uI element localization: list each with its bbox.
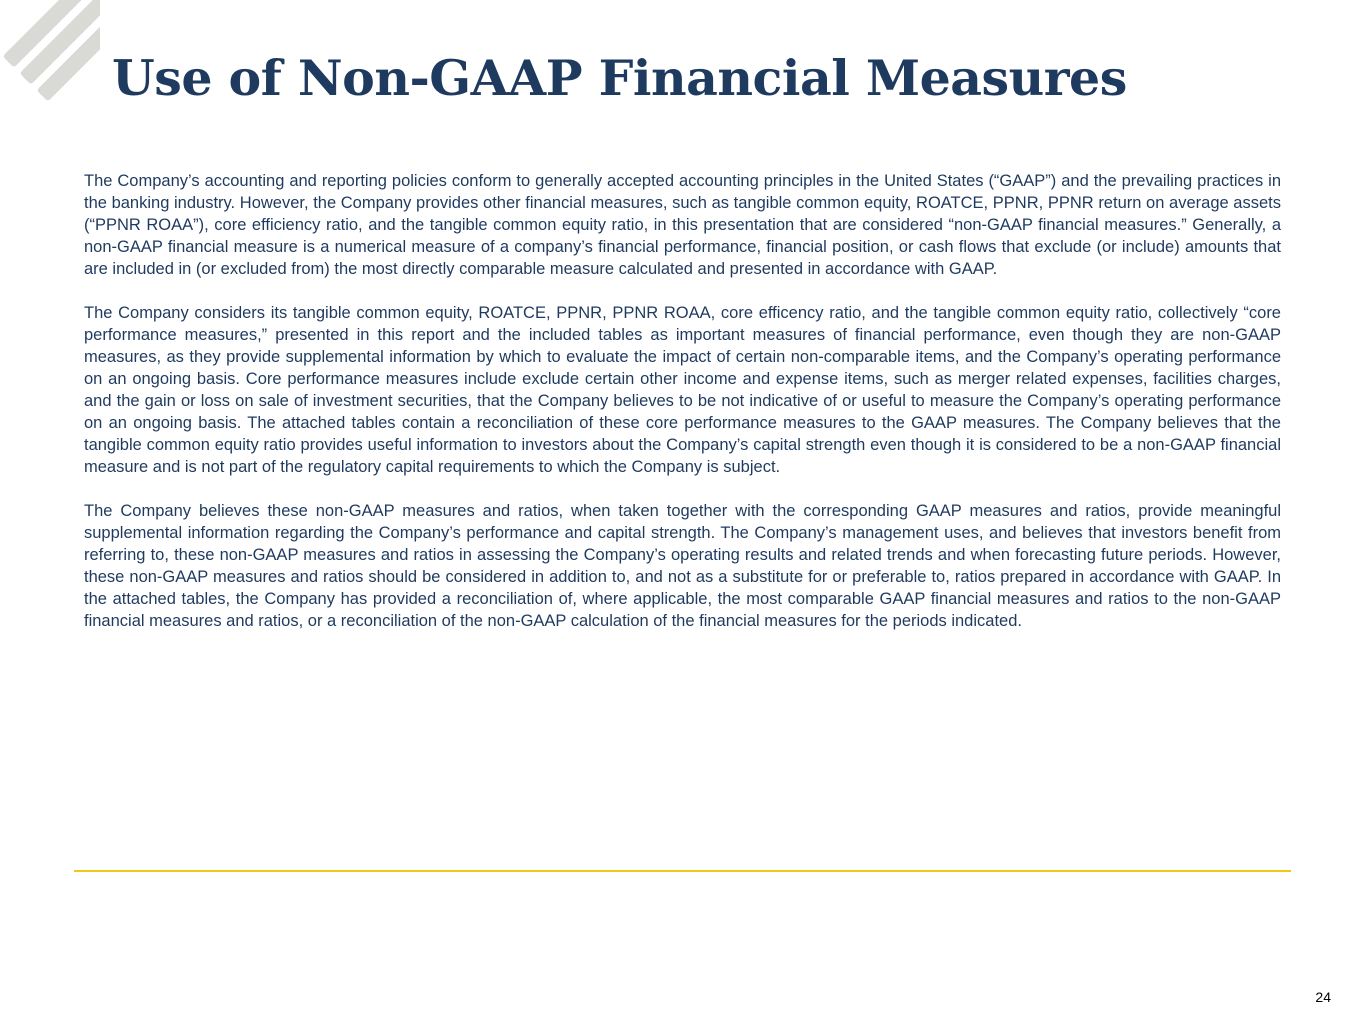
page-number: 24 <box>1315 989 1331 1005</box>
page-title: Use of Non-GAAP Financial Measures <box>112 49 1127 107</box>
paragraph-3: The Company believes these non-GAAP measures and ratios, when taken together with the corresponding GAAP measures and ratios, provide meaningful supplemental information regarding the Company’s performance and capital strength. The Company’s management uses, and believes that investors benefit from referring to, these non-GAAP measures and ratios in assessing the Company’s operating results and related trends and when forecasting future periods. However, these non-GAAP measures and ratios should be considered in addition to, and not as a substitute for or preferable to, ratios prepared in accordance with GAAP. In the attached tables, the Company has provided a reconciliation of, where applicable, the most comparable GAAP financial measures and ratios to the non-GAAP financial measures and ratios, or a reconciliation of the non-GAAP calculation of the financial measures for the periods indicated. <box>84 502 1281 630</box>
body-text <box>84 170 1281 654</box>
diagonal-stripes-logo-icon <box>0 0 100 115</box>
footer-divider <box>74 870 1291 872</box>
paragraph-1: The Company’s accounting and reporting policies conform to generally accepted accounting principles in the United States (“GAAP”) and the prevailing practices in the banking industry. However, the Company provides other financial measures, such as tangible common equity, ROATCE, PPNR, PPNR return on average assets (“PPNR ROAA”), core efficiency ratio, and the tangible common equity ratio, in this presentation that are considered “non-GAAP financial measures.” Generally, a non-GAAP financial measure is a numerical measure of a company’s financial performance, financial position, or cash flows that exclude (or include) amounts that are included in (or excluded from) the most directly comparable measure calculated and presented in accordance with GAAP. <box>84 172 1281 278</box>
paragraph-2: The Company considers its tangible common equity, ROATCE, PPNR, PPNR ROAA, core efficency ratio, and the tangible common equity ratio, collectively “core performance measures,” presented in this report and the included tables as important measures of financial performance, even though they are non-GAAP measures, as they provide supplemental information by which to evaluate the impact of certain non-comparable items, and the Company’s operating performance on an ongoing basis. Core performance measures include exclude certain other income and expense items, such as merger related expenses, facilities charges, and the gain or loss on sale of investment securities, that the Company believes to be not indicative of or useful to measure the Company’s operating performance on an ongoing basis. The attached tables contain a reconciliation of these core performance measures to the GAAP measures. The Company believes that the tangible common equity ratio provides useful information to investors about the Company’s capital strength even though it is considered to be a non-GAAP financial measure and is not part of the regulatory capital requirements to which the Company is subject. <box>84 304 1281 476</box>
